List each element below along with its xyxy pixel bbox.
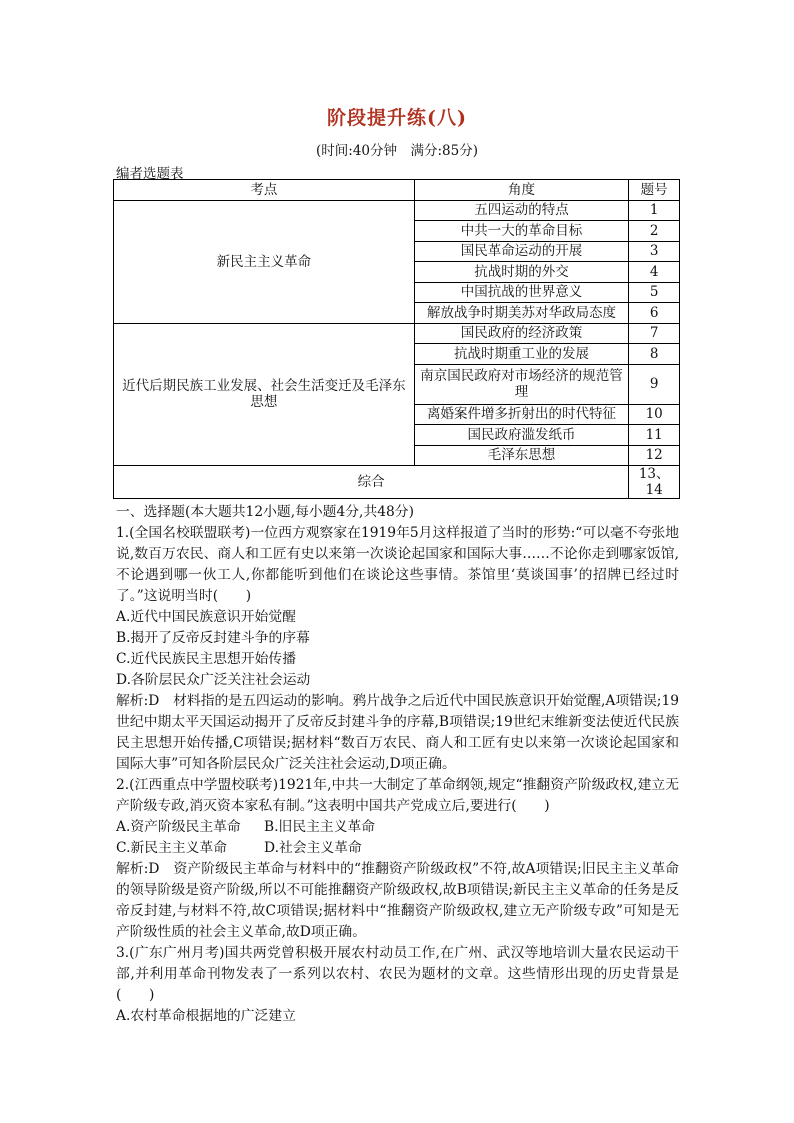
option-b: B.旧民主主义革命 — [264, 819, 376, 835]
summary-number-cell: 13、14 — [629, 466, 680, 499]
angle-cell: 解放战争时期美苏对华政局态度 — [414, 303, 629, 324]
option-d: D.各阶层民众广泛关注社会运动 — [116, 672, 311, 688]
angle-cell: 五四运动的特点 — [414, 200, 629, 221]
table-header-row — [114, 180, 680, 201]
angle-cell: 抗战时期重工业的发展 — [414, 344, 629, 365]
angle-cell: 中共一大的革命目标 — [414, 221, 629, 242]
angle-cell: 中国抗战的世界意义 — [414, 282, 629, 303]
number-cell: 10 — [629, 404, 680, 425]
number-cell: 4 — [629, 262, 680, 283]
number-cell: 12 — [629, 445, 680, 466]
table-row — [114, 323, 680, 344]
number-cell: 11 — [629, 425, 680, 446]
option-a: A.资产阶级民主革命 — [116, 819, 241, 835]
question-body — [116, 502, 679, 1027]
angle-cell: 毛泽东思想 — [414, 445, 629, 466]
answer-analysis: 解析:D 资产阶级民主革命与材料中的“推翻资产阶级政权”不符,故A项错误;旧民主主义革命的领导阶级是资产阶级,所以不可能推翻资产阶级政权,故B项错误;新民主主义革命的任务是反帝反封建,与材料不符,故C项错误;据材料中“推翻资产阶级政权,建立无产阶级专政”可知是无产阶级性质的社会主义革命,故D项正确。 — [116, 861, 679, 940]
number-cell: 8 — [629, 344, 680, 365]
number-cell: 1 — [629, 200, 680, 221]
number-cell: 3 — [629, 241, 680, 262]
angle-cell: 离婚案件增多折射出的时代特征 — [414, 404, 629, 425]
option-d: D.社会主义革命 — [264, 840, 362, 856]
option-a: A.农村革命根据地的广泛建立 — [116, 1008, 296, 1024]
header-angle: 角度 — [414, 180, 629, 201]
header-number: 题号 — [629, 180, 680, 201]
option-c: C.新民主主义革命 — [116, 840, 228, 856]
page-title: 阶段提升练(八) — [327, 107, 467, 129]
number-cell: 5 — [629, 282, 680, 303]
header-topic: 考点 — [114, 180, 415, 201]
angle-cell: 国民革命运动的开展 — [414, 241, 629, 262]
angle-cell: 国民政府滥发纸币 — [414, 425, 629, 446]
number-cell: 7 — [629, 323, 680, 344]
exam-meta: (时间:40分钟 满分:85分) — [316, 143, 478, 159]
angle-cell: 南京国民政府对市场经济的规范管理 — [414, 364, 629, 404]
options-row — [116, 817, 679, 838]
number-cell: 2 — [629, 221, 680, 242]
angle-cell: 国民政府的经济政策 — [414, 323, 629, 344]
number-cell: 6 — [629, 303, 680, 324]
option-c: C.近代民族民主思想开始传播 — [116, 651, 297, 667]
angle-cell: 抗战时期的外交 — [414, 262, 629, 283]
question-stem: 1.(全国名校联盟联考)一位西方观察家在1919年5月这样报道了当时的形势:“可以毫不夸张地说,数百万农民、商人和工匠有史以来第一次谈论起国家和国际大事……不论你走到哪家饭馆,不论遇到哪一伙工人,你都能听到他们在谈论这些事情。茶馆里‘莫谈国事’的招牌已经过时了。”这说明当时( ) — [116, 525, 679, 604]
table-caption: 编者选题表 — [116, 166, 184, 182]
table-row — [114, 200, 680, 221]
topic-cell: 新民主主义革命 — [114, 200, 415, 323]
option-b: B.揭开了反帝反封建斗争的序幕 — [116, 630, 310, 646]
question-stem: 2.(江西重点中学盟校联考)1921年,中共一大制定了革命纲领,规定“推翻资产阶级政权,建立无产阶级专政,消灭资本家私有制。”这表明中国共产党成立后,要进行( ) — [116, 777, 679, 814]
section-heading: 一、选择题(本大题共12小题,每小题4分,共48分) — [116, 504, 414, 520]
question-stem: 3.(广东广州月考)国共两党曾积极开展农村动员工作,在广州、武汉等地培训大量农民运动干部,并利用革命刊物发表了一系列以农村、农民为题材的文章。这些情形出现的历史背景是( ) — [116, 945, 679, 1003]
answer-analysis: 解析:D 材料指的是五四运动的影响。鸦片战争之后近代中国民族意识开始觉醒,A项错误;19世纪中期太平天国运动揭开了反帝反封建斗争的序幕,B项错误;19世纪末维新变法使近代民族民主思想开始传播,C项错误;据材料“数百万农民、商人和工匠有史以来第一次谈论起国家和国际大事”可知各阶层民众广泛关注社会运动,D项正确。 — [116, 693, 679, 772]
topic-cell: 近代后期民族工业发展、社会生活变迁及毛泽东思想 — [114, 323, 415, 466]
summary-label-cell: 综合 — [114, 466, 629, 499]
topic-selection-table — [113, 179, 680, 499]
options-row — [116, 838, 679, 859]
option-a: A.近代中国民族意识开始觉醒 — [116, 609, 296, 625]
table-summary-row — [114, 466, 680, 499]
number-cell: 9 — [629, 364, 680, 404]
